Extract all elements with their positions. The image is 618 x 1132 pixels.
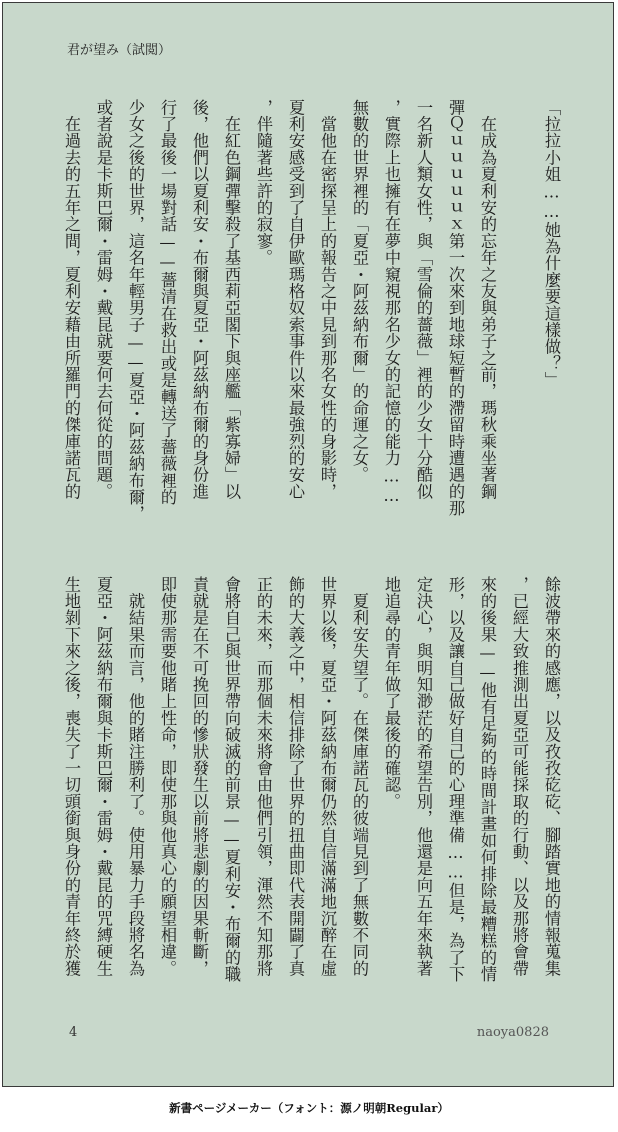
text-line: ，已經大致推測出夏亞可能採取的行動、以及那將會帶	[510, 576, 529, 977]
running-head: 君が望み（試閲）	[67, 43, 172, 58]
text-line: 夏利安失望了。在傑庫諾瓦的彼端見到了無數不同的	[350, 576, 369, 977]
text-line: 飾的大義之中，相信排除了世界的扭曲即代表開闢了真	[286, 576, 305, 977]
text-line: 世界以後，夏亞・阿茲納布爾仍然自信滿滿地沉醉在虛	[318, 576, 337, 977]
text-line: 形，以及讓自己做好自己的心理準備……但是，為了下	[446, 576, 465, 983]
text-line: 行了最後一場對話——薔清在救出或是轉送了薔薇裡的	[158, 99, 177, 506]
text-line: 彈Ｑｕｕｕｕｕｘ第一次來到地球短暫的滯留時遭遇的那	[446, 99, 465, 517]
text-line: 「拉拉小姐……她為什麼要這樣做？」	[542, 99, 561, 389]
text-line: 夏亞・阿茲納布爾與卡斯巴爾・雷姆・戴昆的咒縛硬生	[94, 576, 113, 977]
text-line: 正的未來，而那個未來將會由他們引領，渾然不知那將	[254, 576, 273, 977]
text-line: ，實際上也擁有在夢中窺視那名少女的記憶的能力……	[382, 99, 401, 506]
text-line: 即使那需要他賭上性命，即使那與他真心的願望相違。	[158, 576, 177, 977]
text-block-bottom	[61, 576, 561, 1008]
text-line: 在過去的五年之間，夏利安藉由所羅門的傑庫諾瓦的	[62, 99, 81, 500]
text-line: 在紅色鋼彈擊殺了基西莉亞閣下與座艦「紫寡婦」以	[222, 99, 241, 500]
text-line: 來的後果——他有足夠的時間計畫如何排除最糟糕的情	[478, 576, 497, 983]
text-line	[509, 99, 529, 532]
book-page	[2, 2, 614, 1087]
text-line: 餘波帶來的感應，以及孜孜矻矻、腳踏實地的情報蒐集	[542, 576, 561, 977]
generator-caption: 新書ページメーカー（フォント：源ノ明朝Regular）	[169, 1101, 449, 1115]
text-line: 就結果而言，他的賭注勝利了。使用暴力手段將名為	[126, 576, 145, 977]
text-line: 或者說是卡斯巴爾・雷姆・戴昆就要何去何從的問題。	[94, 99, 113, 500]
text-line: 會將自己與世界帶向破滅的前景——夏利安・布爾的職	[222, 576, 241, 983]
text-line: 無數的世界裡的「夏亞・阿茲納布爾」的命運之女。	[350, 99, 369, 484]
text-line: 生地剝下來之後，喪失了一切頭銜與身份的青年終於獲	[62, 576, 81, 977]
text-line: 少女之後的世界，這名年輕男子——夏亞・阿茲納布爾，	[126, 99, 145, 523]
text-line: 後，他們以夏利安・布爾與夏亞・阿茲納布爾的身份進	[190, 99, 209, 500]
text-line: 地追尋的青年做了最後的確認。	[382, 576, 401, 810]
text-line: 在成為夏利安的忘年之友與弟子之前，瑪秋乘坐著鋼	[478, 99, 497, 500]
text-line: 一名新人類女性，與「雪倫的薔薇」裡的少女十分酷似	[414, 99, 433, 500]
author-credit: naoya0828	[476, 1025, 549, 1040]
text-line: ，伴隨著些許的寂寥。	[254, 99, 273, 266]
text-line: 定決心，與明知渺茫的希望告別，他還是向五年來執著	[414, 576, 433, 977]
text-line: 責就是在不可挽回的慘狀發生以前將悲劇的因果斬斷，	[190, 576, 209, 977]
page-number: 4	[69, 1025, 78, 1040]
text-line: 夏利安感受到了自伊歐瑪格奴索事件以來最強烈的安心	[286, 99, 305, 500]
text-line: 當他在密探呈上的報告之中見到那名女性的身影時，	[318, 99, 337, 500]
text-block-top	[61, 99, 561, 532]
